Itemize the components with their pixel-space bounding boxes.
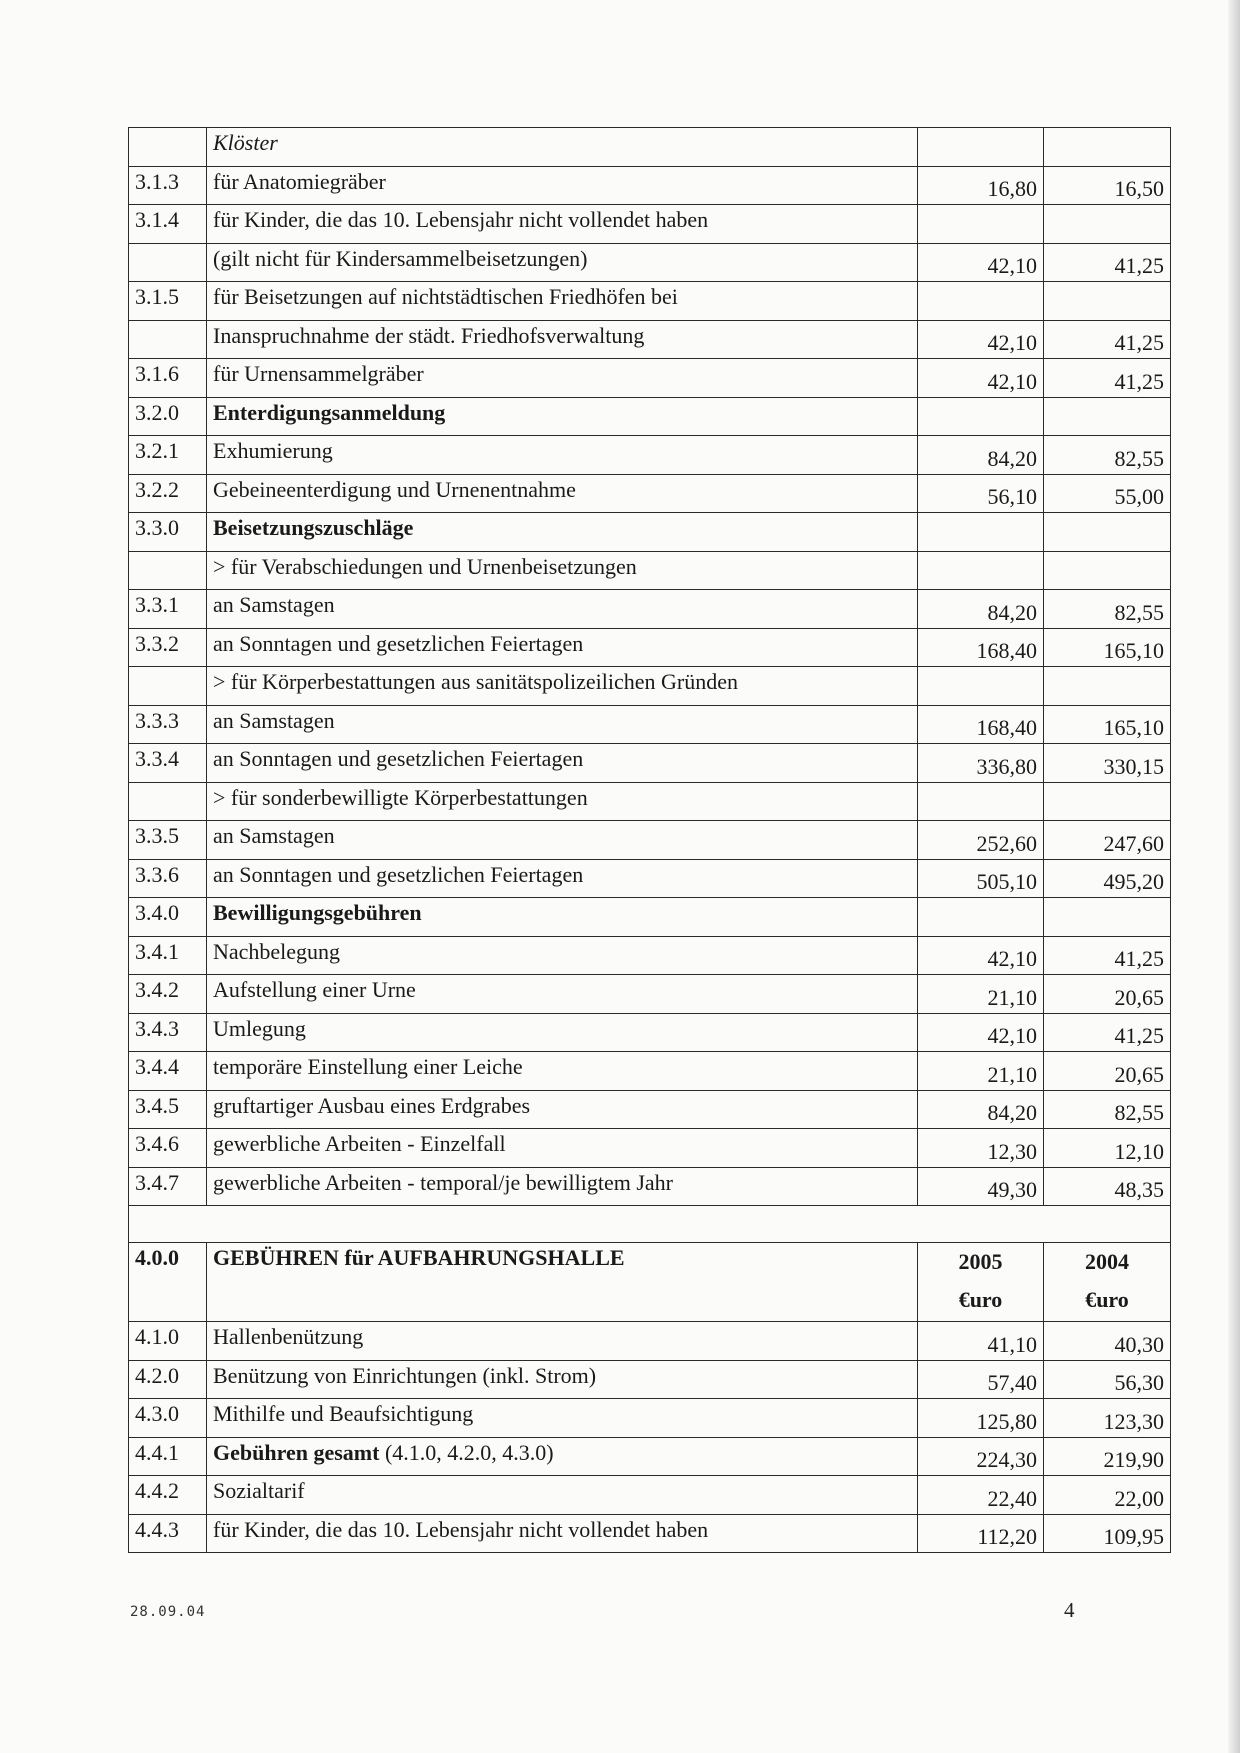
row-number: 3.2.1	[129, 436, 207, 475]
section-4-title: GEBÜHREN für AUFBAHRUNGSHALLE	[207, 1243, 918, 1322]
row-description: Benützung von Einrichtungen (inkl. Strom)	[207, 1360, 918, 1399]
row-description: an Samstagen	[207, 590, 918, 629]
row-number: 4.4.2	[129, 1476, 207, 1515]
year-2004-header	[1044, 1243, 1171, 1322]
amount-2004: 22,00	[1044, 1476, 1171, 1515]
row-description: Klöster	[207, 128, 918, 167]
table-row	[129, 821, 1171, 860]
amount-2005: 168,40	[918, 628, 1044, 667]
amount-2005	[918, 782, 1044, 821]
row-number: 3.1.4	[129, 205, 207, 244]
amount-2005	[918, 128, 1044, 167]
amount-2004: 56,30	[1044, 1360, 1171, 1399]
table-row	[129, 320, 1171, 359]
amount-2004: 495,20	[1044, 859, 1171, 898]
table-row	[129, 1399, 1171, 1438]
table-row	[129, 859, 1171, 898]
table-row	[129, 513, 1171, 552]
amount-2005	[918, 205, 1044, 244]
table-row	[129, 282, 1171, 321]
row-description: Beisetzungszuschläge	[207, 513, 918, 552]
row-number: 3.4.1	[129, 936, 207, 975]
row-number	[129, 128, 207, 167]
row-number: 3.3.4	[129, 744, 207, 783]
fee-table-section-4-header	[129, 1243, 1171, 1322]
row-number: 4.1.0	[129, 1322, 207, 1361]
amount-2004: 330,15	[1044, 744, 1171, 783]
row-description: Mithilfe und Beaufsichtigung	[207, 1399, 918, 1438]
row-number	[129, 243, 207, 282]
amount-2005: 84,20	[918, 436, 1044, 475]
row-description: Enterdigungsanmeldung	[207, 397, 918, 436]
amount-2004: 82,55	[1044, 436, 1171, 475]
row-description: an Samstagen	[207, 821, 918, 860]
row-description: gruftartiger Ausbau eines Erdgrabes	[207, 1090, 918, 1129]
amount-2005: 42,10	[918, 359, 1044, 398]
row-number	[129, 551, 207, 590]
table-row	[129, 166, 1171, 205]
row-description: Hallenbenützung	[207, 1322, 918, 1361]
table-row	[129, 205, 1171, 244]
amount-2005	[918, 898, 1044, 937]
amount-2005: 49,30	[918, 1167, 1044, 1206]
row-number: 3.3.0	[129, 513, 207, 552]
row-description: (gilt nicht für Kindersammelbeisetzungen)	[207, 243, 918, 282]
table-row	[129, 436, 1171, 475]
amount-2005: 42,10	[918, 320, 1044, 359]
row-description-bold: Gebühren gesamt	[213, 1439, 380, 1465]
row-description: gewerbliche Arbeiten - Einzelfall	[207, 1129, 918, 1168]
amount-2004: 247,60	[1044, 821, 1171, 860]
amount-2004	[1044, 898, 1171, 937]
currency-2004-label: €uro	[1085, 1287, 1129, 1312]
year-2004-label: 2004	[1085, 1249, 1129, 1274]
table-row	[129, 359, 1171, 398]
row-number: 3.4.7	[129, 1167, 207, 1206]
row-description: Gebeineenterdigung und Urnenentnahme	[207, 474, 918, 513]
amount-2004: 16,50	[1044, 166, 1171, 205]
amount-2004: 20,65	[1044, 975, 1171, 1014]
amount-2004: 165,10	[1044, 705, 1171, 744]
currency-2005-label: €uro	[958, 1287, 1003, 1312]
page-number: 4	[1064, 1598, 1075, 1622]
row-description: Exhumierung	[207, 436, 918, 475]
row-number	[129, 320, 207, 359]
row-description: für Kinder, die das 10. Lebensjahr nicht vollendet haben	[207, 205, 918, 244]
amount-2004	[1044, 782, 1171, 821]
row-description: an Sonntagen und gesetzlichen Feiertagen	[207, 628, 918, 667]
table-row	[129, 128, 1171, 167]
row-number: 3.3.3	[129, 705, 207, 744]
row-description: an Samstagen	[207, 705, 918, 744]
amount-2005	[918, 667, 1044, 706]
row-description: für Kinder, die das 10. Lebensjahr nicht vollendet haben	[207, 1514, 918, 1553]
amount-2004	[1044, 551, 1171, 590]
amount-2004: 109,95	[1044, 1514, 1171, 1553]
amount-2005: 336,80	[918, 744, 1044, 783]
amount-2004	[1044, 397, 1171, 436]
row-number: 3.3.2	[129, 628, 207, 667]
fee-table	[128, 127, 1171, 1553]
section-4-number: 4.0.0	[129, 1243, 207, 1322]
amount-2005: 42,10	[918, 1013, 1044, 1052]
scan-edge	[1228, 0, 1240, 1753]
table-row	[129, 1437, 1171, 1476]
row-description: Aufstellung einer Urne	[207, 975, 918, 1014]
amount-2005: 42,10	[918, 243, 1044, 282]
amount-2005: 22,40	[918, 1476, 1044, 1515]
amount-2004: 48,35	[1044, 1167, 1171, 1206]
amount-2004: 55,00	[1044, 474, 1171, 513]
year-2005-header	[918, 1243, 1044, 1322]
table-row	[129, 590, 1171, 629]
amount-2004: 41,25	[1044, 243, 1171, 282]
amount-2005: 224,30	[918, 1437, 1044, 1476]
row-description: für Urnensammelgräber	[207, 359, 918, 398]
row-number: 3.4.2	[129, 975, 207, 1014]
row-number: 3.4.3	[129, 1013, 207, 1052]
amount-2005: 21,10	[918, 975, 1044, 1014]
row-description: > für Körperbestattungen aus sanitätspolizeilichen Gründen	[207, 667, 918, 706]
amount-2005: 84,20	[918, 590, 1044, 629]
footer-date: 28.09.04	[130, 1604, 206, 1620]
row-number: 4.4.3	[129, 1514, 207, 1553]
row-description	[207, 1437, 918, 1476]
row-number: 3.1.5	[129, 282, 207, 321]
table-row	[129, 898, 1171, 937]
row-description: gewerbliche Arbeiten - temporal/je bewilligtem Jahr	[207, 1167, 918, 1206]
row-description: an Sonntagen und gesetzlichen Feiertagen	[207, 744, 918, 783]
amount-2005: 57,40	[918, 1360, 1044, 1399]
row-description: > für Verabschiedungen und Urnenbeisetzungen	[207, 551, 918, 590]
amount-2004	[1044, 667, 1171, 706]
row-description: Nachbelegung	[207, 936, 918, 975]
table-row	[129, 397, 1171, 436]
row-number	[129, 782, 207, 821]
table-row	[129, 936, 1171, 975]
amount-2005: 505,10	[918, 859, 1044, 898]
table-row	[129, 1013, 1171, 1052]
row-number: 3.2.2	[129, 474, 207, 513]
amount-2004: 41,25	[1044, 320, 1171, 359]
amount-2004: 20,65	[1044, 1052, 1171, 1091]
amount-2005: 84,20	[918, 1090, 1044, 1129]
table-row	[129, 1476, 1171, 1515]
row-number: 4.3.0	[129, 1399, 207, 1438]
table-row	[129, 1322, 1171, 1361]
row-number: 4.4.1	[129, 1437, 207, 1476]
amount-2005: 252,60	[918, 821, 1044, 860]
row-number: 4.2.0	[129, 1360, 207, 1399]
table-row	[129, 1129, 1171, 1168]
amount-2004: 41,25	[1044, 1013, 1171, 1052]
row-number	[129, 667, 207, 706]
amount-2004: 40,30	[1044, 1322, 1171, 1361]
row-number: 3.4.0	[129, 898, 207, 937]
table-row	[129, 1167, 1171, 1206]
section-4-header-row	[129, 1243, 1171, 1322]
amount-2005: 12,30	[918, 1129, 1044, 1168]
table-row	[129, 1090, 1171, 1129]
row-number: 3.3.5	[129, 821, 207, 860]
amount-2005: 56,10	[918, 474, 1044, 513]
row-description: Sozialtarif	[207, 1476, 918, 1515]
table-row	[129, 667, 1171, 706]
spacer-row	[129, 1206, 1171, 1243]
row-description: > für sonderbewilligte Körperbestattungen	[207, 782, 918, 821]
row-number: 3.4.6	[129, 1129, 207, 1168]
amount-2004: 82,55	[1044, 1090, 1171, 1129]
row-number: 3.2.0	[129, 397, 207, 436]
fee-table-section-4	[129, 1322, 1171, 1553]
amount-2005: 42,10	[918, 936, 1044, 975]
fee-table-spacer	[129, 1206, 1171, 1243]
row-number: 3.4.4	[129, 1052, 207, 1091]
amount-2004: 82,55	[1044, 590, 1171, 629]
row-number: 3.4.5	[129, 1090, 207, 1129]
amount-2005: 125,80	[918, 1399, 1044, 1438]
table-row	[129, 243, 1171, 282]
table-row	[129, 1360, 1171, 1399]
amount-2004	[1044, 282, 1171, 321]
amount-2005	[918, 513, 1044, 552]
amount-2005: 21,10	[918, 1052, 1044, 1091]
row-number: 3.3.6	[129, 859, 207, 898]
row-description: für Beisetzungen auf nichtstädtischen Friedhöfen bei	[207, 282, 918, 321]
amount-2004: 219,90	[1044, 1437, 1171, 1476]
amount-2005: 16,80	[918, 166, 1044, 205]
amount-2005	[918, 397, 1044, 436]
table-row	[129, 975, 1171, 1014]
amount-2004: 41,25	[1044, 359, 1171, 398]
amount-2005	[918, 551, 1044, 590]
row-description: temporäre Einstellung einer Leiche	[207, 1052, 918, 1091]
table-row	[129, 474, 1171, 513]
row-description: für Anatomiegräber	[207, 166, 918, 205]
table-row	[129, 1052, 1171, 1091]
amount-2005: 112,20	[918, 1514, 1044, 1553]
row-description: Bewilligungsgebühren	[207, 898, 918, 937]
amount-2004	[1044, 205, 1171, 244]
fee-table-section-3	[129, 128, 1171, 1206]
row-number: 3.1.6	[129, 359, 207, 398]
table-row	[129, 628, 1171, 667]
table-row	[129, 705, 1171, 744]
row-number: 3.3.1	[129, 590, 207, 629]
table-row	[129, 782, 1171, 821]
row-description: Inanspruchnahme der städt. Friedhofsverwaltung	[207, 320, 918, 359]
row-description: Umlegung	[207, 1013, 918, 1052]
row-description-suffix: (4.1.0, 4.2.0, 4.3.0)	[379, 1439, 554, 1465]
amount-2004	[1044, 513, 1171, 552]
table-row	[129, 744, 1171, 783]
amount-2004: 123,30	[1044, 1399, 1171, 1438]
amount-2005: 168,40	[918, 705, 1044, 744]
amount-2005: 41,10	[918, 1322, 1044, 1361]
amount-2004	[1044, 128, 1171, 167]
row-number: 3.1.3	[129, 166, 207, 205]
amount-2004: 41,25	[1044, 936, 1171, 975]
table-row	[129, 551, 1171, 590]
row-description: an Sonntagen und gesetzlichen Feiertagen	[207, 859, 918, 898]
amount-2005	[918, 282, 1044, 321]
amount-2004: 165,10	[1044, 628, 1171, 667]
year-2005-label: 2005	[958, 1249, 1003, 1274]
amount-2004: 12,10	[1044, 1129, 1171, 1168]
table-row	[129, 1514, 1171, 1553]
